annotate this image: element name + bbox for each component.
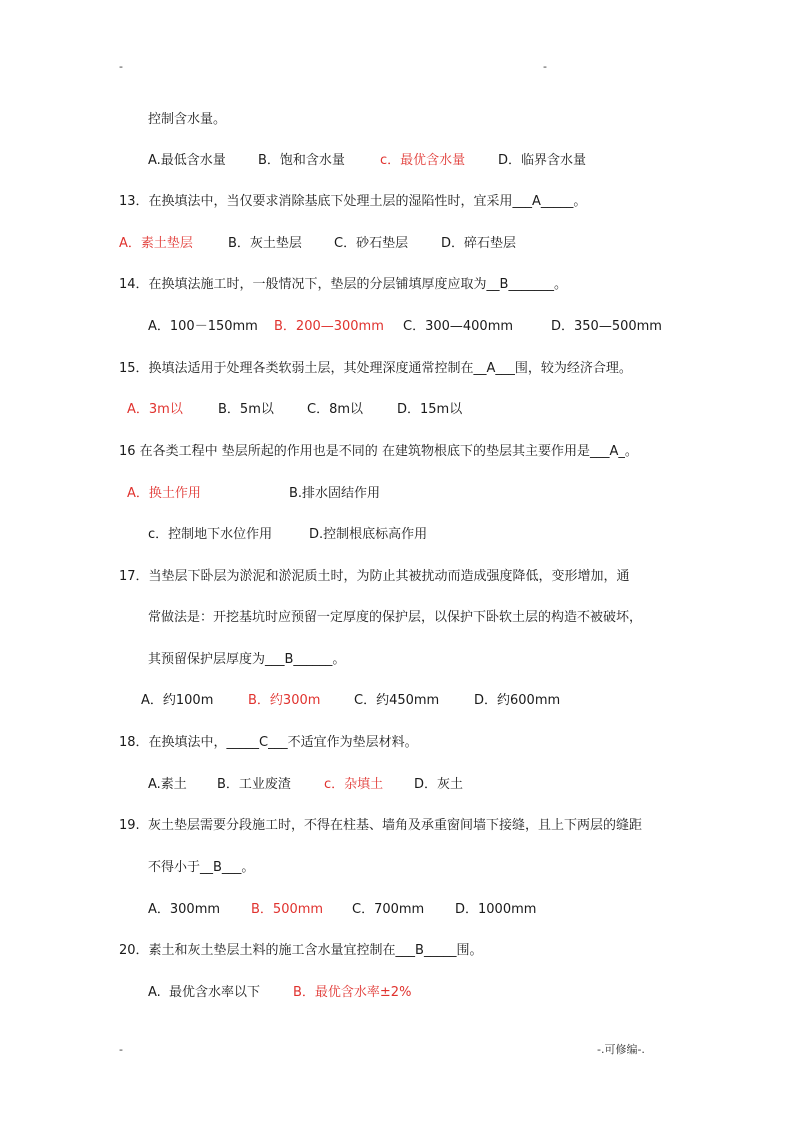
q18-option-b: B．工业废渣 <box>217 777 291 792</box>
q12-option-d: D．临界含水量 <box>498 153 587 168</box>
q16-option-c: c．控制地下水位作用 <box>148 527 273 542</box>
q12-option-a: A.最低含水量 <box>148 153 226 168</box>
footer-left-mark: - <box>119 1043 123 1056</box>
q19-option-b-answer: B．500mm <box>251 902 324 917</box>
q13-option-c: C．砂石垫层 <box>334 236 409 251</box>
q20-option-a: A. 最优含水率以下 <box>148 985 261 1000</box>
q19-option-a: A．300mm <box>148 902 221 917</box>
q16-option-d: D.控制根底标高作用 <box>309 527 428 542</box>
q18-option-a: A.素土 <box>148 777 187 792</box>
q15-stem: 15．换填法适用于处理各类软弱土层，其处理深度通常控制在__A___围，较为经济合理。 <box>119 361 632 376</box>
q15-option-b: B．5m以 <box>218 402 274 417</box>
q15-option-d: D．15m以 <box>397 402 463 417</box>
q13-option-a-answer: A．素土垫层 <box>119 236 193 251</box>
header-right-mark: - <box>543 60 547 73</box>
q17-option-c: C．约450mm <box>354 693 440 708</box>
q19-stem-line-2: 不得小于__B___。 <box>148 860 255 875</box>
q13-option-d: D．碎石垫层 <box>441 236 517 251</box>
q17-option-d: D．约600mm <box>474 693 561 708</box>
header-left-mark: - <box>119 60 123 73</box>
q17-stem-line-2: 常做法是：开挖基坑时应预留一定厚度的保护层，以保护下卧软土层的构造不被破坏， <box>148 610 643 625</box>
q17-option-a: A．约100m <box>141 693 214 708</box>
q15-option-c: C．8m以 <box>307 402 364 417</box>
q16-stem: 16 在各类工程中 垫层所起的作用也是不同的 在建筑物根底下的垫层其主要作用是___A_。 <box>119 444 638 459</box>
q13-stem: 13．在换填法中，当仅要求消除基底下处理土层的湿陷性时，宜采用___A_____。 <box>119 194 587 209</box>
q12-option-c-answer: c．最优含水量 <box>380 153 466 168</box>
q18-option-c-answer: c．杂填土 <box>324 777 384 792</box>
q16-option-b: B.排水固结作用 <box>289 486 381 501</box>
q14-option-a: A．100－150mm <box>148 319 258 334</box>
q14-stem: 14．在换填法施工时，一般情况下，垫层的分层铺填厚度应取为__B_______。 <box>119 277 567 292</box>
q12-stem-continued: 控制含水量。 <box>148 112 227 127</box>
q14-option-c: C．300—400mm <box>403 319 514 334</box>
q18-stem: 18．在换填法中，_____C___不适宜作为垫层材料。 <box>119 735 418 750</box>
footer-right-text: -.可修编-. <box>597 1043 645 1056</box>
q14-option-b-answer: B．200—300mm <box>274 319 384 334</box>
q14-option-d: D．350—500mm <box>551 319 662 334</box>
q19-option-c: C．700mm <box>352 902 425 917</box>
q15-option-a-answer: A．3m以 <box>127 402 183 417</box>
q17-option-b-answer: B．约300m <box>248 693 321 708</box>
q17-stem-line-1: 17．当垫层下卧层为淤泥和淤泥质土时，为防止其被扰动而造成强度降低，变形增加，通 <box>119 569 630 584</box>
q20-stem: 20．素土和灰土垫层土料的施工含水量宜控制在___B_____围。 <box>119 943 483 958</box>
q16-option-a-answer: A．换土作用 <box>127 486 201 501</box>
q17-stem-line-3: 其预留保护层厚度为___B______。 <box>148 652 346 667</box>
q13-option-b: B．灰土垫层 <box>228 236 302 251</box>
q19-stem-line-1: 19. 灰土垫层需要分段施工时，不得在柱基、墙角及承重窗间墙下接缝，且上下两层的缝距 <box>119 818 642 833</box>
q20-option-b-answer: B．最优含水率±2% <box>293 985 412 1000</box>
q12-option-b: B．饱和含水量 <box>258 153 345 168</box>
q19-option-d: D．1000mm <box>455 902 537 917</box>
q18-option-d: D．灰土 <box>414 777 464 792</box>
